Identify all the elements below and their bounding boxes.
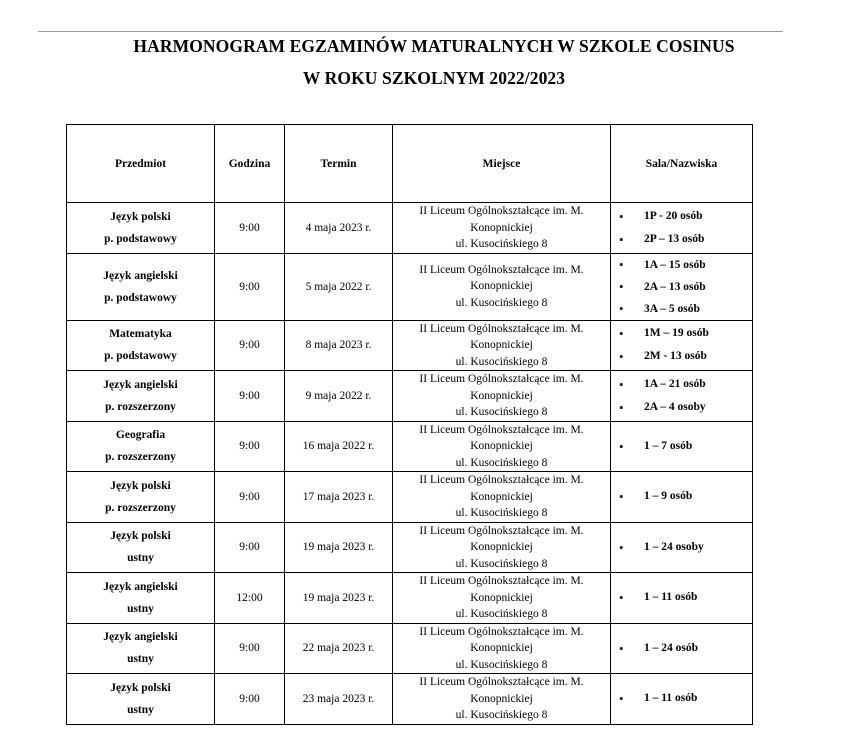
table-row <box>67 472 753 523</box>
rooms-cell <box>611 674 753 725</box>
place-cell <box>393 203 611 254</box>
room-item: • 1 – 11 osób <box>611 586 752 609</box>
column-header-rooms: Sala/Nazwiska <box>611 125 753 203</box>
table-row <box>67 573 753 624</box>
place-line: II Liceum Ogólnokształcące im. M. <box>419 322 584 335</box>
rooms-list <box>611 586 752 609</box>
document-title: HARMONOGRAM EGZAMINÓW MATURALNYCH W SZKOLE COSINUS <box>133 36 735 56</box>
subject-cell <box>67 573 215 624</box>
place-line: Konopnickiej <box>470 642 533 654</box>
document-subtitle: W ROKU SZKOLNYM 2022/2023 <box>302 68 566 88</box>
rooms-cell <box>611 320 753 371</box>
subject-name: Język polski <box>110 530 171 543</box>
time-cell: 9:00 <box>215 522 285 573</box>
subject-level: p. podstawowy <box>104 232 177 245</box>
date-cell: 5 maja 2022 r. <box>285 253 393 320</box>
date-cell: 17 maja 2023 r. <box>285 472 393 523</box>
place-line: II Liceum Ogólnokształcące im. M. <box>419 205 584 217</box>
date-cell: 19 maja 2023 r. <box>285 573 393 624</box>
place-line: Konopnickiej <box>470 440 533 452</box>
subject-cell <box>67 371 215 422</box>
subject-cell <box>67 203 215 254</box>
place-line: II Liceum Ogólnokształcące im. M. <box>419 575 584 587</box>
place-line: Konopnickiej <box>470 280 533 293</box>
subject-cell <box>67 421 215 472</box>
place-cell <box>393 674 611 725</box>
rooms-cell <box>611 522 753 573</box>
place-line: Konopnickiej <box>470 591 533 604</box>
place-line: ul. Kusocińskiego 8 <box>455 608 548 620</box>
table-row <box>67 371 753 422</box>
place-line: ul. Kusocińskiego 8 <box>455 355 548 368</box>
rooms-list <box>611 373 752 419</box>
table-row <box>67 421 753 472</box>
place-line: II Liceum Ogólnokształcące im. M. <box>419 625 584 638</box>
table-row <box>67 320 753 371</box>
room-item: • 1 – 24 osoby <box>611 536 752 559</box>
room-item: • 1 – 9 osób <box>611 485 752 508</box>
subject-cell <box>67 674 215 725</box>
room-item: • 2P – 13 osób <box>611 228 752 251</box>
room-item: • 1 – 24 osób <box>611 637 752 660</box>
rooms-list <box>611 485 752 508</box>
date-cell: 22 maja 2023 r. <box>285 623 393 674</box>
place-cell <box>393 573 611 624</box>
room-item: • 2A – 13 osób <box>611 276 752 298</box>
rooms-list <box>611 687 752 710</box>
subject-level: p. podstawowy <box>104 350 177 363</box>
place-line: II Liceum Ogólnokształcące im. M. <box>419 474 584 486</box>
column-header-subject: Przedmiot <box>67 125 215 203</box>
time-cell: 12:00 <box>215 573 285 624</box>
rooms-cell <box>611 203 753 254</box>
rooms-list <box>611 254 752 320</box>
place-line: ul. Kusocińskiego 8 <box>455 238 548 250</box>
table-header-row <box>67 125 753 203</box>
subject-level: p. rozszerzony <box>105 451 176 464</box>
date-cell: 16 maja 2022 r. <box>285 421 393 472</box>
place-cell <box>393 421 611 472</box>
room-item: • 2M - 13 osób <box>611 345 752 368</box>
column-header-time: Godzina <box>215 125 285 203</box>
subject-cell <box>67 320 215 371</box>
subject-name: Matematyka <box>109 328 172 341</box>
time-cell: 9:00 <box>215 472 285 523</box>
place-line: ul. Kusocińskiego 8 <box>455 406 548 418</box>
room-item: • 1A – 15 osób <box>611 254 752 276</box>
rooms-cell <box>611 253 753 320</box>
date-cell: 8 maja 2023 r. <box>285 320 393 371</box>
subject-name: Geografia <box>115 429 166 442</box>
room-item: • 1M – 19 osób <box>611 322 752 345</box>
subject-cell <box>67 253 215 320</box>
date-cell: 19 maja 2023 r. <box>285 522 393 573</box>
rooms-cell <box>611 472 753 523</box>
rooms-list <box>611 322 752 368</box>
subject-name: Język angielski <box>103 580 178 593</box>
subject-cell <box>67 522 215 573</box>
column-header-date: Termin <box>285 125 393 203</box>
date-cell: 4 maja 2023 r. <box>285 203 393 254</box>
table-row <box>67 623 753 674</box>
rooms-cell <box>611 623 753 674</box>
place-line: Konopnickiej <box>470 339 533 351</box>
place-line: Konopnickiej <box>470 389 533 402</box>
place-line: II Liceum Ogólnokształcące im. M. <box>419 423 584 436</box>
rooms-list <box>611 637 752 660</box>
room-item: • 1 – 11 osób <box>611 687 752 710</box>
rooms-list <box>611 536 752 559</box>
place-line: Konopnickiej <box>470 490 533 503</box>
place-cell <box>393 522 611 573</box>
table-row <box>67 253 753 320</box>
column-header-place: Miejsce <box>393 125 611 203</box>
date-cell: 23 maja 2023 r. <box>285 674 393 725</box>
place-line: ul. Kusocińskiego 8 <box>455 456 548 469</box>
place-cell <box>393 472 611 523</box>
room-item: • 3A – 5 osób <box>611 298 752 320</box>
time-cell: 9:00 <box>215 253 285 320</box>
place-line: ul. Kusocińskiego 8 <box>455 507 548 519</box>
header-rule <box>38 31 783 32</box>
room-item: • 1A – 21 osób <box>611 373 752 396</box>
date-cell: 9 maja 2022 r. <box>285 371 393 422</box>
rooms-list <box>611 435 752 458</box>
subject-cell <box>67 623 215 674</box>
place-line: Konopnickiej <box>470 221 533 234</box>
subject-level: ustny <box>127 602 154 615</box>
subject-name: Język polski <box>110 681 171 694</box>
table-row <box>67 522 753 573</box>
subject-level: p. podstawowy <box>104 291 177 304</box>
rooms-list <box>611 205 752 251</box>
place-line: II Liceum Ogólnokształcące im. M. <box>419 676 584 688</box>
time-cell: 9:00 <box>215 371 285 422</box>
rooms-cell <box>611 573 753 624</box>
place-cell <box>393 371 611 422</box>
subject-level: ustny <box>127 703 154 716</box>
subject-level: p. rozszerzony <box>105 400 176 413</box>
place-line: ul. Kusocińskiego 8 <box>455 658 548 671</box>
place-line: ul. Kusocińskiego 8 <box>455 709 548 721</box>
place-line: Konopnickiej <box>470 692 533 705</box>
time-cell: 9:00 <box>215 203 285 254</box>
subject-name: Język polski <box>110 210 171 223</box>
place-line: II Liceum Ogólnokształcące im. M. <box>419 373 584 385</box>
place-cell <box>393 320 611 371</box>
subject-name: Język polski <box>110 479 171 492</box>
time-cell: 9:00 <box>215 623 285 674</box>
subject-level: p. rozszerzony <box>105 501 176 514</box>
room-item: • 1 – 7 osób <box>611 435 752 458</box>
exam-schedule-table <box>66 124 753 725</box>
subject-level: ustny <box>127 653 154 666</box>
room-item: • 2A – 4 osoby <box>611 396 752 419</box>
rooms-cell <box>611 421 753 472</box>
subject-cell <box>67 472 215 523</box>
table-row <box>67 674 753 725</box>
subject-name: Język angielski <box>103 631 178 644</box>
time-cell: 9:00 <box>215 320 285 371</box>
subject-name: Język angielski <box>103 378 178 391</box>
place-line: Konopnickiej <box>470 541 533 553</box>
rooms-cell <box>611 371 753 422</box>
place-cell <box>393 623 611 674</box>
place-line: ul. Kusocińskiego 8 <box>455 296 548 309</box>
room-item: • 1P - 20 osób <box>611 205 752 228</box>
time-cell: 9:00 <box>215 674 285 725</box>
subject-level: ustny <box>127 552 154 565</box>
table-row <box>67 203 753 254</box>
place-line: ul. Kusocińskiego 8 <box>455 557 548 570</box>
place-cell <box>393 253 611 320</box>
subject-name: Język angielski <box>103 269 178 282</box>
time-cell: 9:00 <box>215 421 285 472</box>
place-line: II Liceum Ogólnokształcące im. M. <box>419 263 584 276</box>
place-line: II Liceum Ogólnokształcące im. M. <box>419 524 584 537</box>
